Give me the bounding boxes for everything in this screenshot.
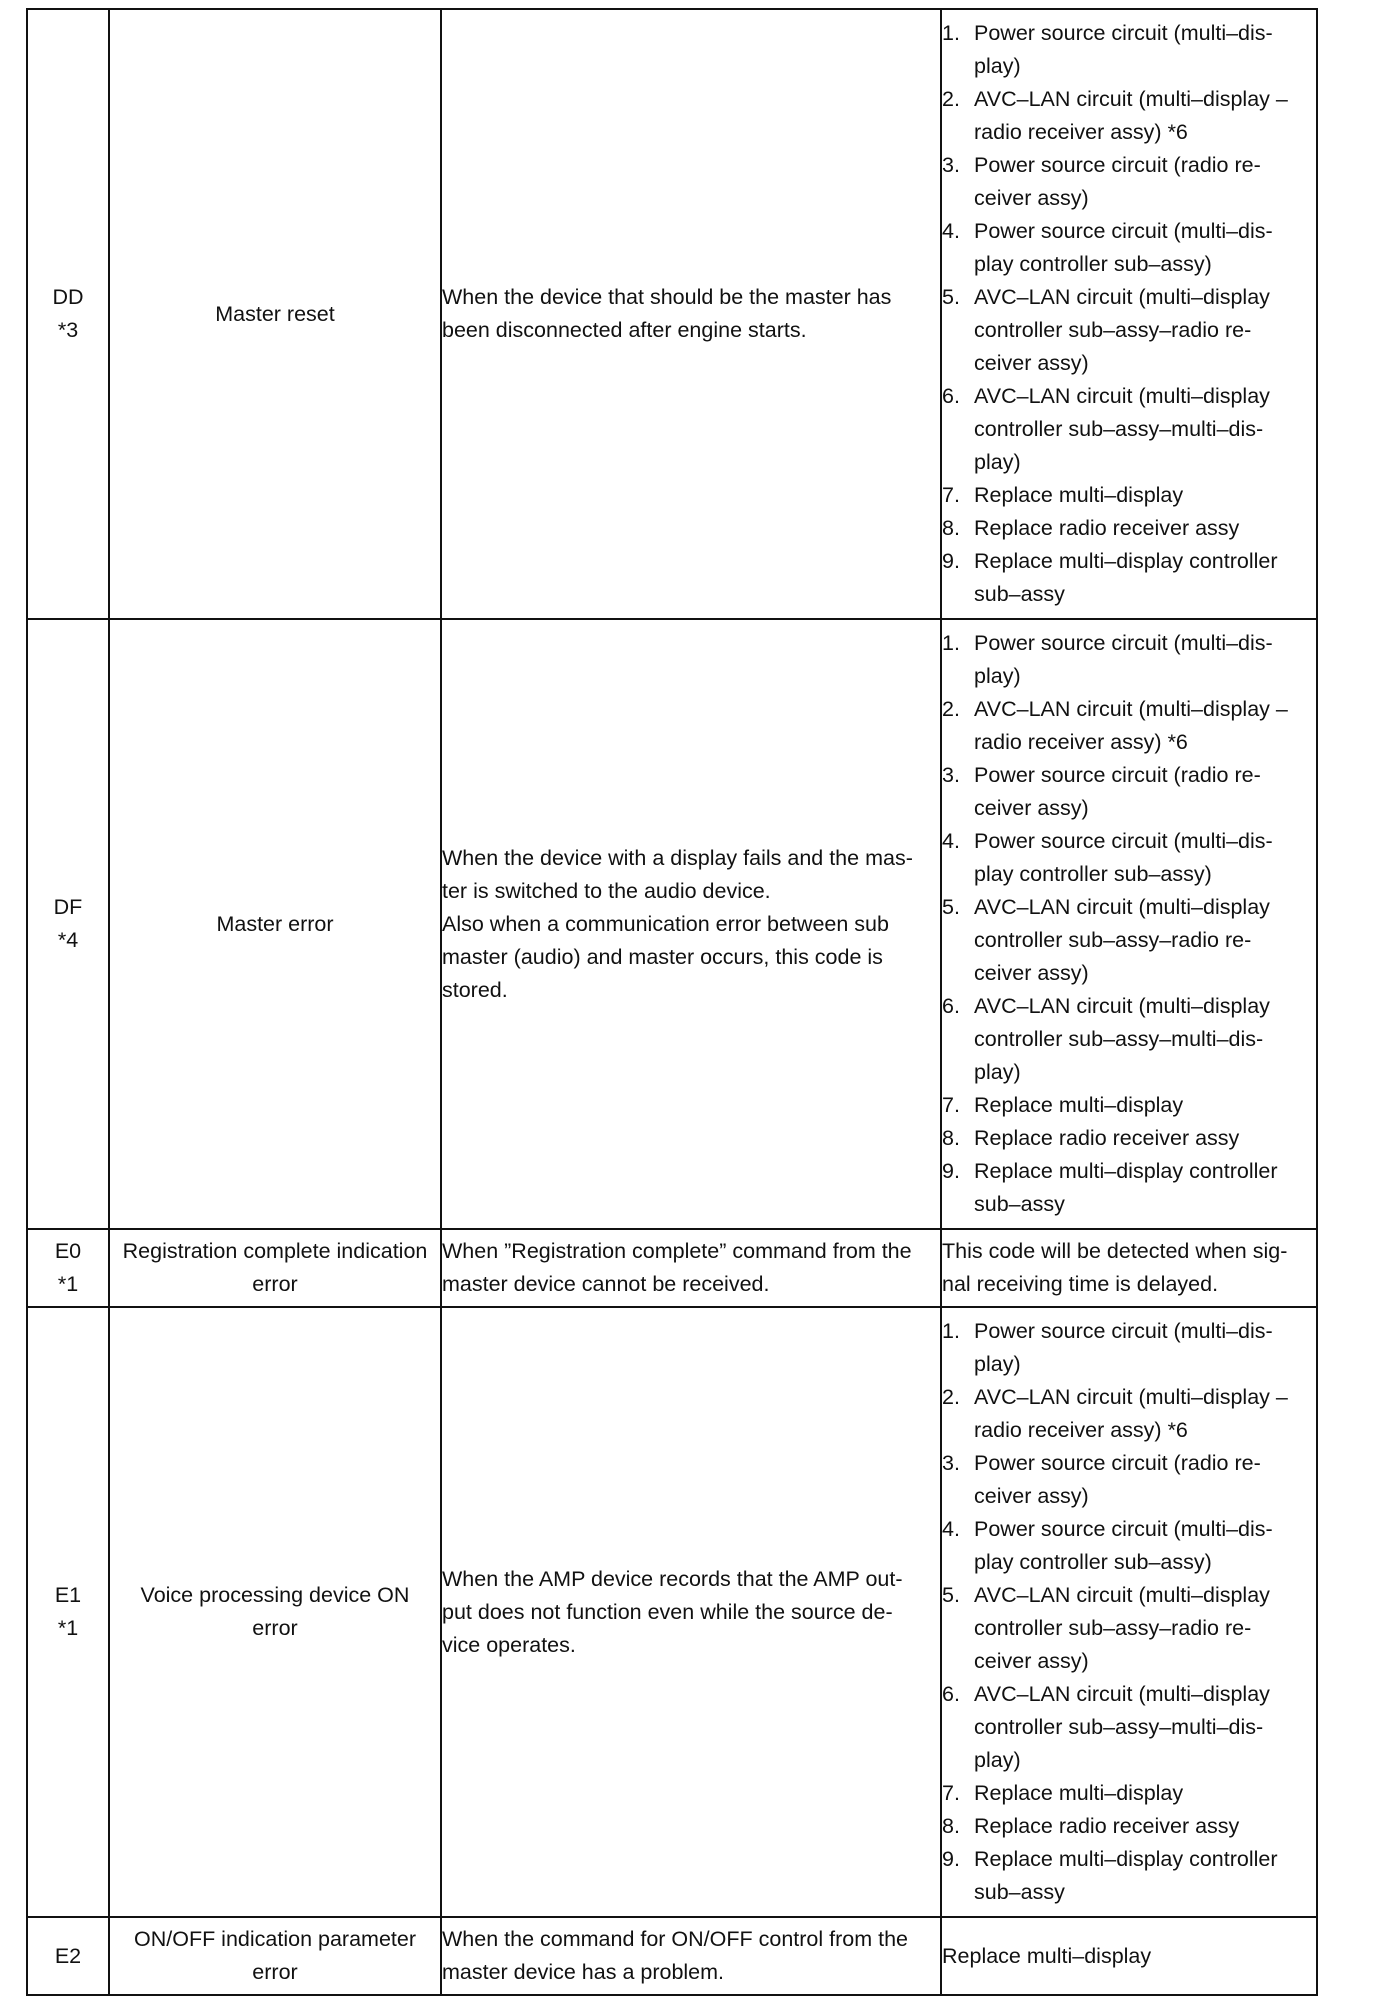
step-text: Replace multi–display controller sub–assy: [974, 1847, 1278, 1904]
step-number: 2.: [942, 1385, 960, 1409]
step-text: Replace radio receiver assy: [974, 1814, 1240, 1838]
dtc-code: DD: [52, 285, 84, 309]
step-text: Replace multi–display: [974, 1093, 1184, 1117]
step-text: Power source circuit (multi–dis- play): [974, 1319, 1273, 1376]
step-text: Power source circuit (radio re- ceiver assy): [974, 763, 1261, 820]
step-number: 9.: [942, 1847, 960, 1871]
step-number: 8.: [942, 1126, 960, 1150]
trouble-area-step: [942, 17, 1316, 83]
step-number: 3.: [942, 763, 960, 787]
step-text: Power source circuit (radio re- ceiver assy): [974, 153, 1261, 210]
trouble-area-list: [942, 627, 1316, 1221]
step-text: Power source circuit (multi–dis- play): [974, 21, 1273, 78]
trouble-area-step: [942, 1089, 1316, 1122]
step-text: AVC–LAN circuit (multi–display – radio receiver assy) *6: [974, 1385, 1288, 1442]
trouble-area-step: [942, 83, 1316, 149]
trouble-area: [941, 1307, 1317, 1917]
trouble-condition: When the device that should be the master has been disconnected after engine starts.: [441, 9, 941, 619]
trouble-area-step: [942, 380, 1316, 479]
trouble-area-step: [942, 1315, 1316, 1381]
dtc-code-cell: [27, 9, 109, 619]
step-number: 4.: [942, 1517, 960, 1541]
trouble-area-step: [942, 1447, 1316, 1513]
trouble-area-step: [942, 512, 1316, 545]
step-number: 3.: [942, 153, 960, 177]
step-text: AVC–LAN circuit (multi–display controller sub–assy–multi–dis- play): [974, 994, 1270, 1084]
dtc-code-cell: [27, 1229, 109, 1307]
trouble-area-step: [942, 149, 1316, 215]
trouble-area-step: [942, 1843, 1316, 1909]
step-number: 1.: [942, 1319, 960, 1343]
trouble-area-step: [942, 1381, 1316, 1447]
step-number: 1.: [942, 631, 960, 655]
trouble-area-step: [942, 1579, 1316, 1678]
detection-item: Voice processing device ON error: [109, 1307, 441, 1917]
trouble-area-step: [942, 1777, 1316, 1810]
dtc-code-cell: [27, 1917, 109, 1995]
table-row: [27, 619, 1317, 1229]
dtc-table: [26, 8, 1318, 1996]
trouble-area: This code will be detected when sig- nal receiving time is delayed.: [941, 1229, 1317, 1307]
trouble-area-step: [942, 990, 1316, 1089]
step-text: AVC–LAN circuit (multi–display – radio receiver assy) *6: [974, 697, 1288, 754]
trouble-condition: When the AMP device records that the AMP out- put does not function even while the source de- vice operates.: [441, 1307, 941, 1917]
step-number: 6.: [942, 994, 960, 1018]
trouble-condition: When ”Registration complete” command from the master device cannot be received.: [441, 1229, 941, 1307]
table-row: [27, 1917, 1317, 1995]
trouble-area-step: [942, 479, 1316, 512]
step-text: Replace radio receiver assy: [974, 1126, 1240, 1150]
step-text: Replace multi–display: [974, 483, 1184, 507]
dtc-code: E0: [54, 1239, 82, 1263]
trouble-condition: When the device with a display fails and the mas- ter is switched to the audio device. Also when a communication error between sub master (audio) and master occurs, this code is stored.: [441, 619, 941, 1229]
step-number: 6.: [942, 384, 960, 408]
step-number: 7.: [942, 1781, 960, 1805]
trouble-condition: When the command for ON/OFF control from the master device has a problem.: [441, 1917, 941, 1995]
step-text: Power source circuit (multi–dis- play controller sub–assy): [974, 1517, 1273, 1574]
trouble-area: Replace multi–display: [941, 1917, 1317, 1995]
step-number: 6.: [942, 1682, 960, 1706]
step-text: AVC–LAN circuit (multi–display controller sub–assy–radio re- ceiver assy): [974, 1583, 1270, 1673]
step-number: 7.: [942, 483, 960, 507]
step-text: Replace multi–display controller sub–assy: [974, 549, 1278, 606]
step-text: Replace radio receiver assy: [974, 516, 1240, 540]
dtc-note: *4: [57, 928, 79, 952]
step-number: 9.: [942, 549, 960, 573]
trouble-area-step: [942, 1155, 1316, 1221]
step-text: Power source circuit (radio re- ceiver assy): [974, 1451, 1261, 1508]
trouble-area-list: [942, 17, 1316, 611]
detection-item: Master reset: [109, 9, 441, 619]
step-number: 9.: [942, 1159, 960, 1183]
step-text: AVC–LAN circuit (multi–display controller sub–assy–multi–dis- play): [974, 1682, 1270, 1772]
step-text: Power source circuit (multi–dis- play controller sub–assy): [974, 219, 1273, 276]
trouble-area-step: [942, 759, 1316, 825]
trouble-area-step: [942, 825, 1316, 891]
trouble-area-step: [942, 1513, 1316, 1579]
detection-item: ON/OFF indication parameter error: [109, 1917, 441, 1995]
trouble-area-step: [942, 1122, 1316, 1155]
dtc-note: *1: [57, 1616, 79, 1640]
trouble-area-step: [942, 545, 1316, 611]
step-number: 5.: [942, 895, 960, 919]
dtc-note: *1: [57, 1272, 79, 1296]
step-text: AVC–LAN circuit (multi–display – radio receiver assy) *6: [974, 87, 1288, 144]
step-number: 2.: [942, 87, 960, 111]
step-number: 8.: [942, 516, 960, 540]
trouble-area-step: [942, 1678, 1316, 1777]
step-number: 3.: [942, 1451, 960, 1475]
detection-item: Registration complete indication error: [109, 1229, 441, 1307]
trouble-area-list: [942, 1315, 1316, 1909]
step-text: Power source circuit (multi–dis- play): [974, 631, 1273, 688]
dtc-code-cell: [27, 619, 109, 1229]
step-text: Replace multi–display controller sub–assy: [974, 1159, 1278, 1216]
dtc-code-cell: [27, 1307, 109, 1917]
table-row: [27, 9, 1317, 619]
trouble-area-step: [942, 891, 1316, 990]
trouble-area-step: [942, 281, 1316, 380]
step-text: Power source circuit (multi–dis- play controller sub–assy): [974, 829, 1273, 886]
step-number: 8.: [942, 1814, 960, 1838]
step-text: AVC–LAN circuit (multi–display controller sub–assy–radio re- ceiver assy): [974, 285, 1270, 375]
step-text: Replace multi–display: [974, 1781, 1184, 1805]
trouble-area: [941, 9, 1317, 619]
detection-item: Master error: [109, 619, 441, 1229]
step-number: 5.: [942, 285, 960, 309]
step-number: 5.: [942, 1583, 960, 1607]
dtc-code: E1: [54, 1583, 82, 1607]
step-text: AVC–LAN circuit (multi–display controller sub–assy–radio re- ceiver assy): [974, 895, 1270, 985]
step-number: 4.: [942, 829, 960, 853]
trouble-area-step: [942, 693, 1316, 759]
step-number: 4.: [942, 219, 960, 243]
trouble-area-step: [942, 215, 1316, 281]
dtc-code: DF: [53, 895, 83, 919]
trouble-area: [941, 619, 1317, 1229]
trouble-area-step: [942, 1810, 1316, 1843]
trouble-area-step: [942, 627, 1316, 693]
step-number: 2.: [942, 697, 960, 721]
table-row: [27, 1229, 1317, 1307]
dtc-code: E2: [54, 1943, 82, 1968]
step-text: AVC–LAN circuit (multi–display controller sub–assy–multi–dis- play): [974, 384, 1270, 474]
table-row: [27, 1307, 1317, 1917]
step-number: 7.: [942, 1093, 960, 1117]
dtc-note: *3: [57, 318, 79, 342]
step-number: 1.: [942, 21, 960, 45]
